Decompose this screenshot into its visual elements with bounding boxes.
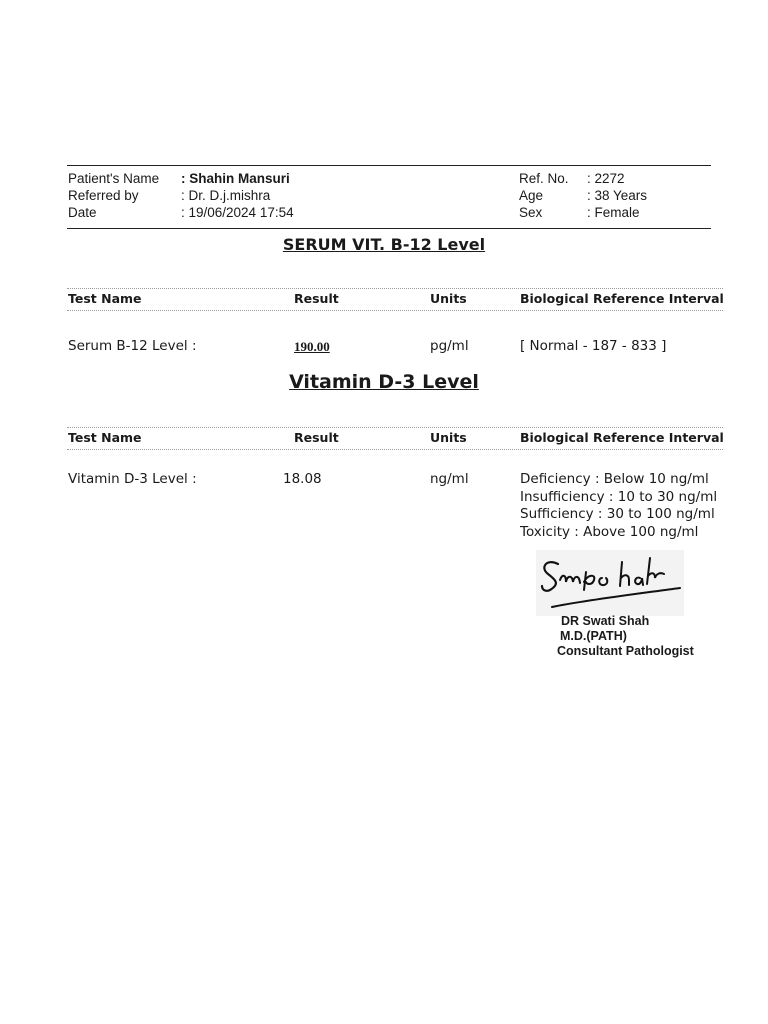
d3-ref-insufficiency: Insufficiency : 10 to 30 ng/ml bbox=[520, 488, 718, 505]
d3-col-result: Result bbox=[294, 430, 339, 445]
d3-header-bottom-rule bbox=[67, 449, 723, 450]
b12-result-value: 190.00 bbox=[294, 339, 330, 354]
d3-test-name: Vitamin D-3 Level : bbox=[68, 471, 197, 487]
date-value: : 19/06/2024 17:54 bbox=[181, 205, 294, 220]
d3-col-test-name: Test Name bbox=[68, 430, 142, 445]
patient-name-label: Patient's Name bbox=[68, 171, 160, 186]
referred-by-value: : Dr. D.j.mishra bbox=[181, 188, 271, 203]
d3-header-top-rule bbox=[67, 427, 723, 428]
handwritten-signature-icon bbox=[536, 550, 684, 616]
b12-col-ref-interval: Biological Reference Interval bbox=[520, 291, 724, 306]
d3-ref-interval-list bbox=[520, 471, 717, 541]
b12-header-top-rule bbox=[67, 288, 723, 289]
d3-units: ng/ml bbox=[430, 471, 469, 487]
d3-col-ref-interval: Biological Reference Interval bbox=[520, 430, 724, 445]
header-bottom-rule bbox=[67, 228, 711, 229]
signatory-role: Consultant Pathologist bbox=[557, 644, 694, 658]
b12-col-units: Units bbox=[430, 291, 467, 306]
b12-col-result: Result bbox=[294, 291, 339, 306]
b12-test-name: Serum B-12 Level : bbox=[68, 338, 197, 354]
sex-value: : Female bbox=[587, 205, 640, 220]
age-value: : 38 Years bbox=[587, 188, 648, 203]
b12-units: pg/ml bbox=[430, 338, 469, 354]
d3-ref-toxicity: Toxicity : Above 100 ng/ml bbox=[520, 523, 699, 540]
header-top-rule bbox=[67, 165, 711, 166]
signature-image bbox=[536, 550, 684, 616]
d3-ref-deficiency: Deficiency : Below 10 ng/ml bbox=[520, 471, 709, 487]
patient-name-value: : Shahin Mansuri bbox=[181, 171, 290, 186]
b12-section-title: SERUM VIT. B-12 Level bbox=[282, 235, 486, 254]
signatory-degree: M.D.(PATH) bbox=[560, 629, 627, 643]
signatory-name: DR Swati Shah bbox=[561, 614, 650, 628]
b12-ref-interval: [ Normal - 187 - 833 ] bbox=[520, 338, 667, 354]
date-label: Date bbox=[68, 205, 97, 220]
d3-ref-sufficiency: Sufficiency : 30 to 100 ng/ml bbox=[520, 506, 715, 522]
sex-label: Sex bbox=[519, 205, 543, 220]
age-label: Age bbox=[519, 188, 544, 203]
ref-no-value: : 2272 bbox=[587, 171, 625, 186]
b12-col-test-name: Test Name bbox=[68, 291, 142, 306]
referred-by-label: Referred by bbox=[68, 188, 139, 203]
d3-result-value: 18.08 bbox=[283, 471, 322, 487]
d3-section-title: Vitamin D-3 Level bbox=[289, 371, 479, 393]
d3-col-units: Units bbox=[430, 430, 467, 445]
b12-header-bottom-rule bbox=[67, 310, 723, 311]
ref-no-label: Ref. No. bbox=[519, 171, 569, 186]
